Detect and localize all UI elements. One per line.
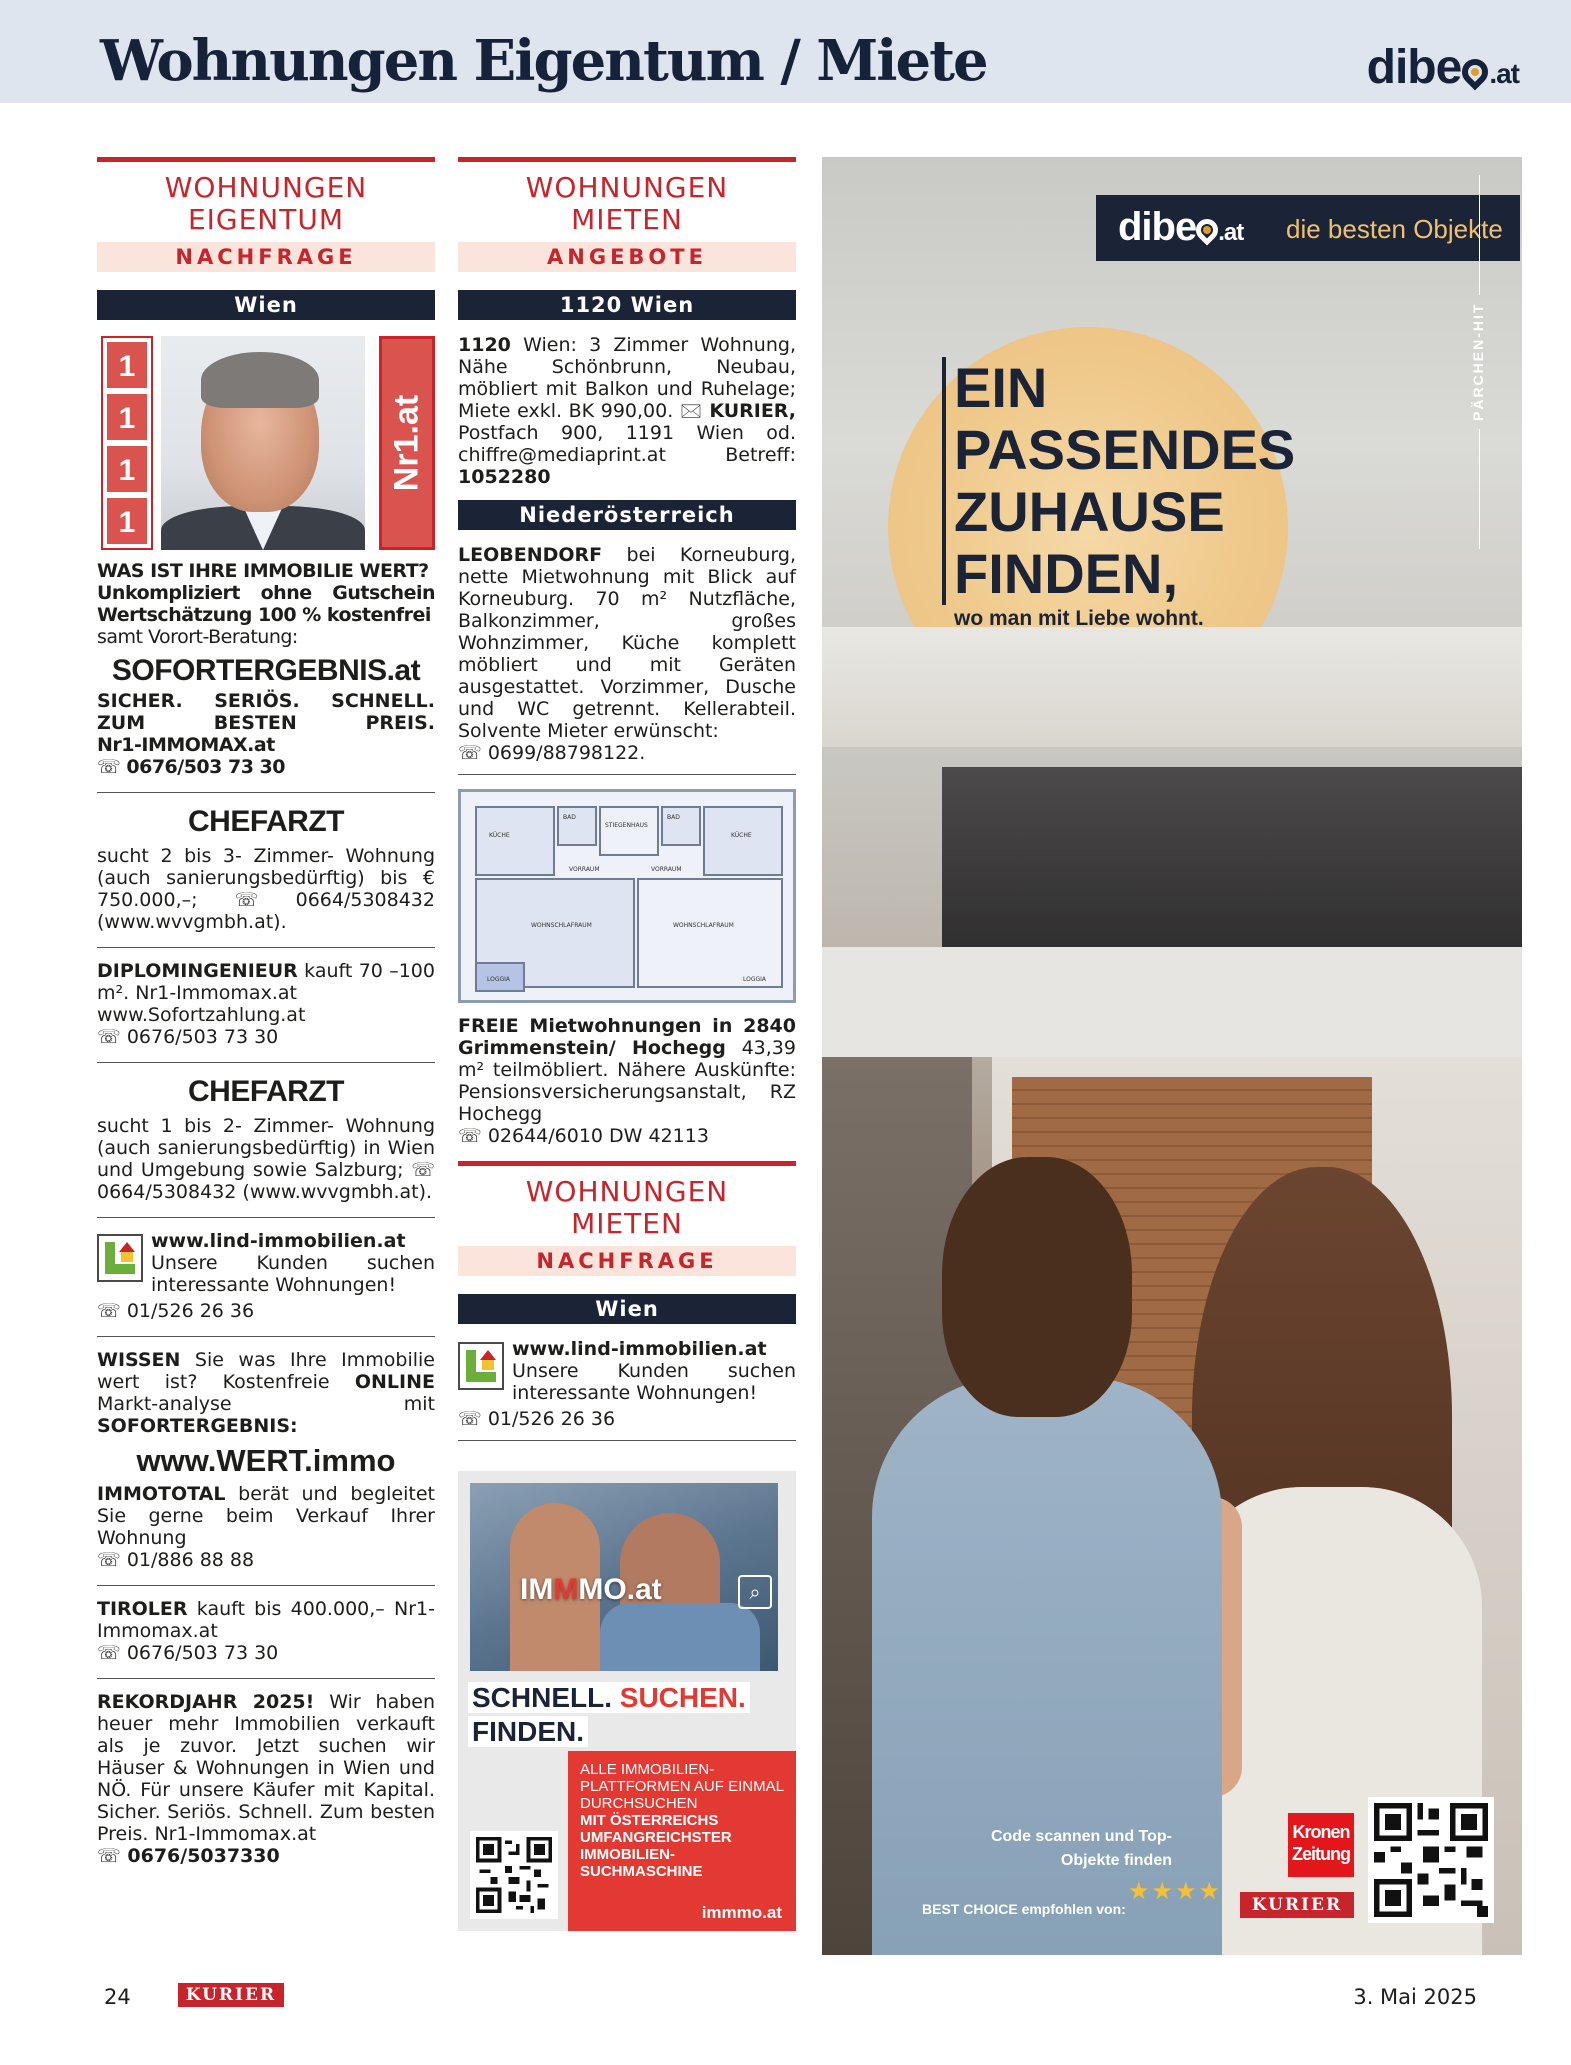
region-bar: Wien [97, 290, 435, 320]
floorplan-label: KÜCHE [489, 832, 510, 839]
nr1-brand-label: Nr1.at [387, 394, 426, 492]
divider [97, 1062, 435, 1063]
slogan-word: SCHNELL. [331, 690, 435, 712]
classified-ad [97, 1691, 435, 1867]
floorplan-label: KÜCHE [731, 832, 752, 839]
ad-text: bei Korneuburg, nette Mietwohnung mit Blick auf Korneuburg. 70 m² Nutzfläche, Balkonzimmer, großes Wohnzimmer, Küche komplett möbliert und mit Geräten ausgestattet. Vorzimmer, Dusche und WC getrennt. Kellerabteil. Solvente Mieter erwünscht: [458, 544, 797, 742]
logo-text: dibe [1118, 205, 1197, 249]
ad-lead: WISSEN [97, 1349, 181, 1371]
classified-ad [97, 1598, 435, 1664]
badge-tagline: die besten Objekte [1286, 214, 1503, 244]
region-bar: 1120 Wien [458, 290, 796, 320]
logo-text: dibe [1366, 41, 1462, 94]
ad-headline: CHEFARZT [188, 805, 344, 838]
ad-brand: Nr1-IMMOMAX.at [97, 734, 275, 756]
slogan-word: ZUM [97, 712, 146, 734]
ad-url[interactable]: www.lind-immobilien.at [512, 1338, 767, 1360]
search-icon: ⌕ [738, 1575, 772, 1609]
ad-bold-text: Unkompliziert ohne Gutschein Wertschätzung 100 % kostenfrei [97, 582, 435, 626]
ad-website[interactable]: SOFORTERGEBNIS.at [111, 654, 421, 687]
region-bar: Wien [458, 1294, 796, 1324]
rating-stars-icon: ★★★★ [1128, 1877, 1223, 1905]
ad-lead: DIPLOMINGENIEUR [97, 960, 298, 982]
ad-url[interactable]: www.lind-immobilien.at [151, 1230, 406, 1252]
scan-instruction: Code scannen und Top-Objekte finden [990, 1828, 1172, 1869]
ad-text: Wien: 3 Zimmer Wohnung, Nähe Schönbrunn, Neubau, möbliert mit Balkon und Ruhelage; Miete exkl. BK 990,00. 🖂 [458, 334, 796, 422]
ad-text: samt Vorort-Beratung: [97, 626, 298, 648]
ad-phone[interactable]: ☏ 02644/6010 DW 42113 [458, 1125, 796, 1147]
section-title: WOHNUNGEN [525, 1175, 729, 1208]
classified-ad [458, 1015, 796, 1147]
floorplan-image[interactable] [458, 789, 796, 1003]
issue-date: 3. Mai 2025 [1353, 1985, 1477, 2009]
classified-ad [97, 1349, 435, 1571]
classified-ad [458, 334, 796, 488]
slogan-word: FINDEN. [468, 1716, 588, 1747]
section-subtitle: NACHFRAGE [97, 242, 435, 272]
ad-text: Markt-analyse mit [97, 1393, 435, 1415]
ad-phone[interactable]: ☏ 01/886 88 88 [97, 1549, 435, 1571]
ad-text: kauft bis 400.000,– Nr1-Immomax.at [97, 1598, 435, 1642]
ad-text: kauft 70 –100 m². Nr1-Immomax.at [97, 960, 435, 1004]
logo-part: MO.at [578, 1573, 662, 1606]
ad-headline: CHEFARZT [188, 1075, 344, 1108]
ad-phone[interactable]: ☏ 01/526 26 36 [97, 1300, 435, 1322]
section-header-mieten-angebote [458, 157, 796, 272]
kurier-logo: KURIER [1240, 1892, 1354, 1918]
ad-bold: SOFORTERGEBNIS: [97, 1415, 298, 1437]
dibeo-badge[interactable] [1096, 195, 1520, 261]
ad-subheadline: wo man mit Liebe wohnt. [954, 607, 1204, 630]
ad-bold: KURIER, [709, 400, 797, 422]
ad-lead: TIROLER [97, 1598, 188, 1620]
classified-ad [97, 560, 435, 778]
headline-line: ZUHAUSE [954, 480, 1225, 543]
classified-ad [97, 1230, 435, 1322]
logo-line: Kronen [1292, 1822, 1350, 1842]
floorplan-label: WOHNSCHLAFRAUM [531, 922, 592, 929]
logo-tld: .at [1489, 58, 1519, 89]
digit: 1 [105, 340, 149, 390]
floorplan-label: LOGGIA [487, 976, 511, 983]
slogan-word: SUCHEN. [619, 1682, 746, 1713]
slogan-word: SICHER. [97, 690, 183, 712]
classified-ad [97, 1075, 435, 1203]
floorplan-label: VORRAUM [569, 866, 600, 873]
ad-text: 43,39 m² teilmöbliert. Nähere Auskünfte: Pensionsversicherungsanstalt, RZ Hochegg [458, 1037, 796, 1125]
headline-line: FINDEN, [954, 542, 1178, 605]
classified-ad [458, 1338, 796, 1430]
ad-lead: 1120 [458, 334, 511, 356]
floorplan-label: LOGGIA [743, 976, 767, 983]
ad-text: Sie was Ihre Immobilie wert ist? Kostenfreie [97, 1349, 435, 1393]
classified-ad [97, 960, 435, 1048]
slogan-word: SERIÖS. [214, 690, 300, 712]
page-number: 24 [104, 1985, 131, 2009]
floorplan-label: BAD [667, 814, 680, 821]
ad-headline [942, 357, 1295, 605]
divider [97, 1585, 435, 1586]
column-eigentum [97, 157, 435, 1867]
ad-text: Unsere Kunden suchen interessante Wohnungen! [512, 1360, 796, 1404]
divider [97, 792, 435, 793]
dibeo-logo[interactable] [1367, 40, 1519, 95]
ad-phone[interactable]: ☏ 0676/5037330 [97, 1845, 435, 1867]
couple-photo [470, 1483, 778, 1671]
region-bar: Niederösterreich [458, 500, 796, 530]
ad-slogan [97, 712, 435, 734]
section-header-eigentum [97, 157, 435, 272]
section-header-mieten-nachfrage [458, 1161, 796, 1276]
ad-phone[interactable]: ☏ 0676/503 73 30 [97, 1026, 435, 1048]
headline-line: PASSENDES [954, 418, 1296, 481]
immmo-slogan [468, 1681, 788, 1749]
classified-ad [458, 544, 796, 764]
ad-phone[interactable]: ☏ 01/526 26 36 [458, 1408, 796, 1430]
section-title: MIETEN [571, 1207, 683, 1240]
section-subtitle: NACHFRAGE [458, 1246, 796, 1276]
section-title: MIETEN [571, 203, 683, 236]
digit: 1 [105, 392, 149, 442]
qr-code-icon[interactable] [470, 1831, 558, 1919]
logo-tld: .at [1218, 219, 1244, 246]
ad-slogan [97, 690, 435, 712]
logo-part: M [553, 1573, 579, 1606]
best-choice-label: BEST CHOICE empfohlen von: [922, 1901, 1126, 1917]
digit: 1 [105, 444, 149, 494]
divider [97, 947, 435, 948]
floorplan-label: BAD [563, 814, 576, 821]
headline-line: EIN [954, 356, 1048, 419]
ad-lead: FREIE Mietwohnungen in 2840 Grimmenstein/ Hochegg [458, 1015, 796, 1059]
section-title: WOHNUNGEN [525, 171, 729, 204]
ad-text: Postfach 900, 1191 Wien od. chiffre@mediaprint.at Betreff: [458, 422, 796, 466]
divider [97, 1678, 435, 1679]
lind-logo-icon [97, 1234, 143, 1282]
slogan-word: PREIS. [365, 712, 435, 734]
kronen-zeitung-logo [1288, 1813, 1354, 1877]
divider [97, 1217, 435, 1218]
digit: 1 [105, 496, 149, 546]
ad-side-label: PÄRCHEN-HIT [1470, 167, 1486, 557]
page-header [0, 0, 1571, 103]
divider [97, 1336, 435, 1337]
ad-lead: IMMOTOTAL [97, 1483, 226, 1505]
divider [458, 774, 796, 775]
floorplan-label: WOHNSCHLAFRAUM [673, 922, 734, 929]
info-bold: MIT ÖSTERREICHS UMFANGREICHSTER IMMOBILIEN-SUCHMASCHINE [580, 1812, 732, 1880]
immmo-logo [520, 1573, 662, 1607]
qr-code-icon[interactable] [1368, 1797, 1494, 1923]
ad-text: berät und begleitet Sie gerne beim Verkauf Ihrer Wohnung [97, 1483, 435, 1549]
ad-website[interactable]: www.WERT.immo [136, 1443, 396, 1478]
nr1-digit-strip [101, 336, 153, 550]
ad-reference: 1052280 [458, 466, 551, 488]
slogan-word: SCHNELL. [472, 1682, 612, 1713]
section-subtitle: ANGEBOTE [458, 242, 796, 272]
logo-part: IM [520, 1573, 554, 1606]
floorplan-label: STIEGENHAUS [605, 822, 648, 829]
slogan-word: BESTEN [213, 712, 297, 734]
floorplan-label: VORRAUM [651, 866, 682, 873]
ad-lead: REKORDJAHR 2025! [97, 1691, 315, 1713]
info-text: ALLE IMMOBILIEN-PLATTFORMEN AUF EINMAL DURCHSUCHEN [580, 1761, 784, 1812]
ad-bold: ONLINE [354, 1371, 435, 1393]
portrait-photo [161, 336, 365, 550]
column-miete [458, 157, 796, 1931]
ad-phone[interactable]: ☏ 0676/503 73 30 [97, 756, 435, 778]
ad-url[interactable]: www.Sofortzahlung.at [97, 1004, 306, 1026]
lind-logo-icon [458, 1342, 504, 1390]
ad-text: sucht 2 bis 3- Zimmer- Wohnung (auch sanierungsbedürftig) bis € 750.000,–; ☏ 0664/5308432 (www.wvvgmbh.at). [97, 845, 435, 933]
ad-phone[interactable]: ☏ 0699/88798122. [458, 742, 796, 764]
immmo-advertisement[interactable] [458, 1471, 796, 1931]
dibeo-badge-logo [1118, 205, 1243, 250]
immmo-info-box [568, 1751, 796, 1931]
nr1-brand [379, 336, 435, 550]
ad-lead: LEOBENDORF [458, 544, 603, 566]
nr1-ad-image[interactable] [97, 336, 435, 554]
section-title: EIGENTUM [187, 203, 345, 236]
ad-text: Unsere Kunden suchen interessante Wohnungen! [151, 1252, 435, 1296]
immmo-url[interactable]: immmo.at [701, 1903, 782, 1922]
section-title: WOHNUNGEN [164, 171, 368, 204]
ad-text: sucht 1 bis 2- Zimmer- Wohnung (auch sanierungsbedürftig) in Wien und Umgebung sowie Salzburg; ☏ 0664/5308432 (www.wvvgmbh.at). [97, 1115, 435, 1203]
dibeo-advertisement[interactable] [822, 157, 1522, 1955]
ad-phone[interactable]: ☏ 0676/503 73 30 [97, 1642, 435, 1664]
page-title: Wohnungen Eigentum / Miete [100, 28, 987, 94]
ad-question: WAS IST IHRE IMMOBILIE WERT? [97, 560, 429, 582]
ad-text: Wir haben heuer mehr Immobilien verkauft als je zuvor. Jetzt suchen wir Häuser & Wohnungen in Wien und NÖ. Für unsere Käufer mit Kapital. Sicher. Seriös. Schnell. Zum besten Preis. Nr1-Immomax.at [97, 1691, 436, 1845]
classified-ad [97, 805, 435, 933]
divider [458, 1440, 796, 1441]
logo-line: Zeitung [1292, 1844, 1350, 1864]
kurier-logo: KURIER [178, 1983, 284, 2007]
